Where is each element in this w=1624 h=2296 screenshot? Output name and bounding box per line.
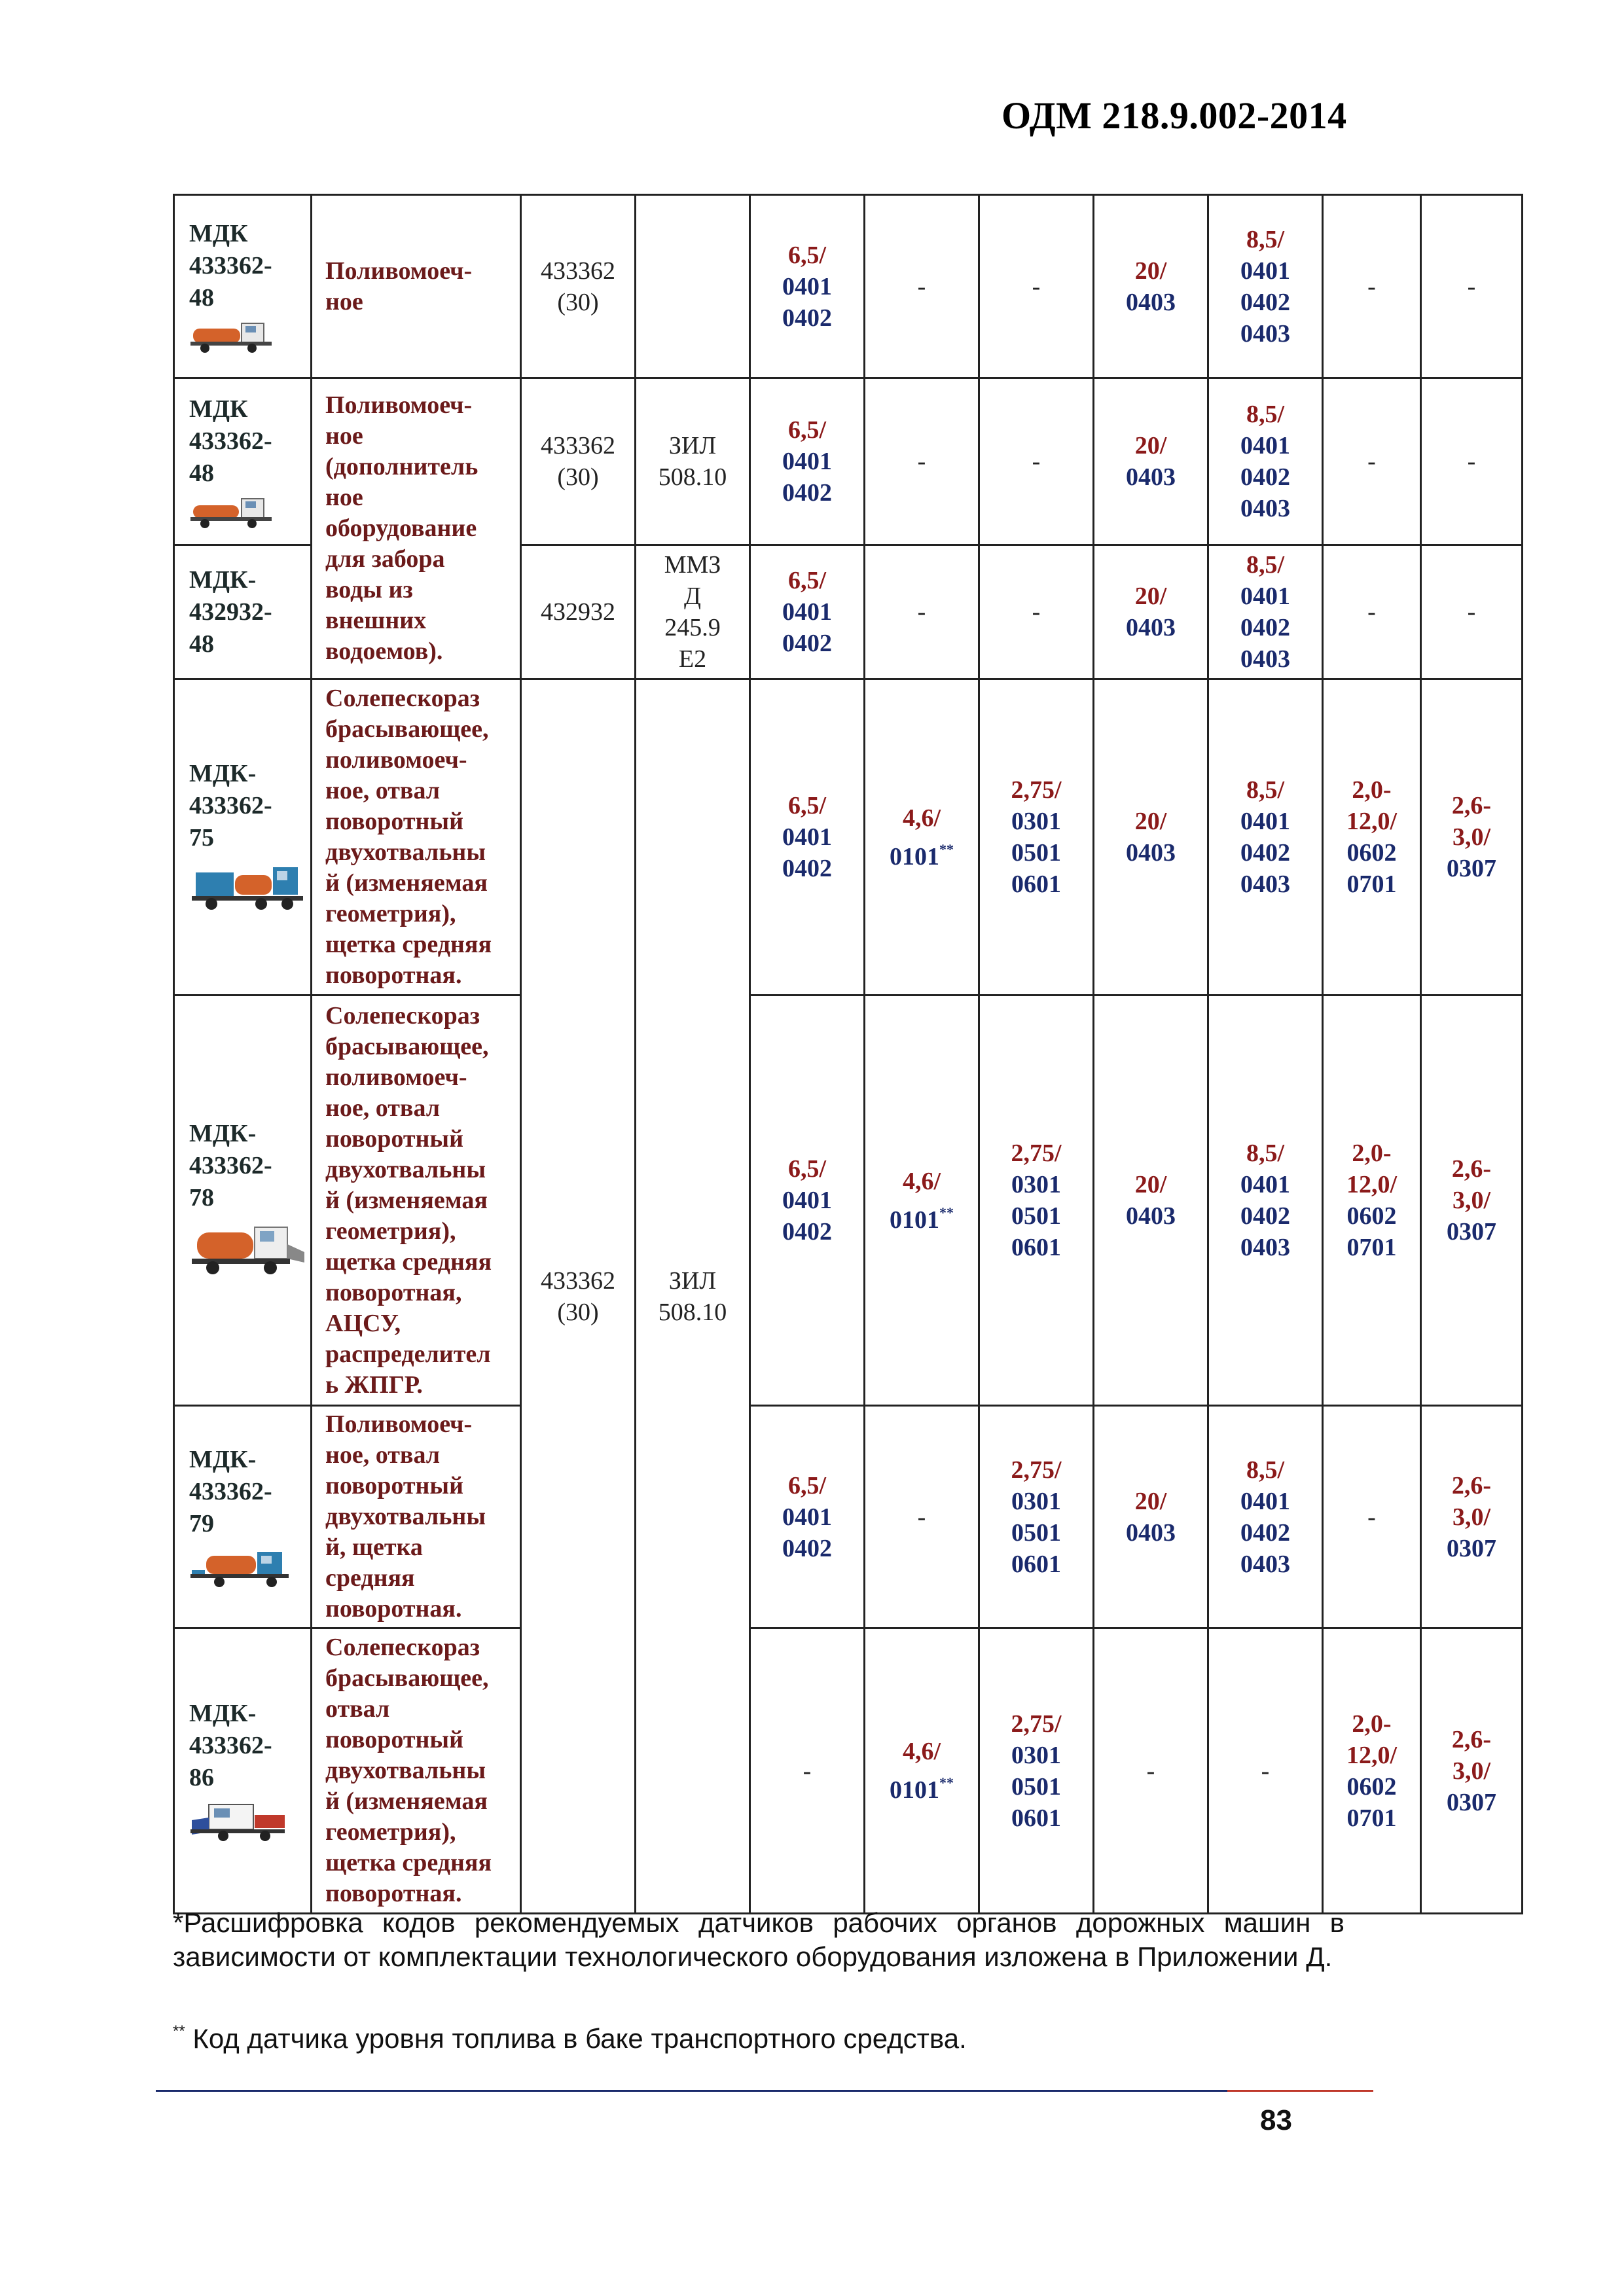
model-name: МДК 433362- 48 [189, 395, 272, 487]
sensor-cell: 20/ 0403 [1094, 195, 1208, 378]
sensor-cell: 6,5/ 0401 0402 [750, 195, 865, 378]
sensor-cell: 20/ 0403 [1094, 545, 1208, 679]
model-name: МДК- 433362- 79 [189, 1446, 272, 1537]
sensor-cell: - [1208, 1628, 1323, 1914]
sensor-cell: 2,0- 12,0/ 0602 0701 [1323, 679, 1421, 996]
sensor-cell: 4,6/ 0101** [865, 996, 979, 1406]
footnote-sensor-codes: *Расшифровка кодов рекомендуемых датчиков рабочих органов дорожных машин в зависимости от комплектации технологического оборудования изложена в Приложении Д. [173, 1907, 1344, 1972]
sensor-cell: 6,5/ 0401 0402 [750, 679, 865, 996]
footer-rule [156, 2090, 1373, 2092]
sensor-cell: - [979, 545, 1094, 679]
sensor-cell: 2,6- 3,0/ 0307 [1421, 1406, 1523, 1628]
model-cell [174, 1628, 312, 1914]
model-cell [174, 679, 312, 996]
chassis-cell: 433362 (30) [521, 679, 636, 1914]
model-cell [174, 378, 312, 545]
sensor-cell: - [1421, 195, 1523, 378]
table-row [174, 195, 1523, 378]
truck-image [189, 1218, 307, 1283]
engine-cell: ММЗ Д 245.9 Е2 [636, 545, 750, 679]
sensor-cell: 6,5/ 0401 0402 [750, 996, 865, 1406]
description-cell: Солепескораз брасывающее, поливомоеч- ное, отвал поворотный двухотвальны й (изменяемая геометрия), щетка средняя поворотная, АЦСУ, распределител ь ЖПГР. [312, 996, 521, 1406]
chassis-cell: 432932 [521, 545, 636, 679]
sensor-cell: 20/ 0403 [1094, 378, 1208, 545]
engine-cell: ЗИЛ 508.10 [636, 679, 750, 1914]
truck-image [189, 493, 274, 530]
sensor-cell: - [865, 545, 979, 679]
sensor-cell: 6,5/ 0401 0402 [750, 378, 865, 545]
table-row [174, 1406, 1523, 1628]
description-cell: Солепескораз брасывающее, отвал поворотный двухотвальны й (изменяемая геометрия), щетка средняя поворотная. [312, 1628, 521, 1914]
engine-cell [636, 195, 750, 378]
sensor-cell: 6,5/ 0401 0402 [750, 545, 865, 679]
footnote-text: Код датчика уровня топлива в баке транспортного средства. [185, 2023, 967, 2054]
truck-image [189, 858, 307, 917]
model-cell [174, 195, 312, 378]
sensor-cell: - [1094, 1628, 1208, 1914]
sensor-cell: - [979, 195, 1094, 378]
sensor-cell: - [1323, 1406, 1421, 1628]
sensor-cell: 2,75/ 0301 0501 0601 [979, 679, 1094, 996]
sensor-cell: - [1323, 195, 1421, 378]
sensor-cell: 4,6/ 0101** [865, 679, 979, 996]
sensor-cell: 8,5/ 0401 0402 0403 [1208, 679, 1323, 996]
sensor-cell: 4,6/ 0101** [865, 1628, 979, 1914]
page-number: 83 [1260, 2104, 1292, 2136]
sensor-cell: 2,0- 12,0/ 0602 0701 [1323, 996, 1421, 1406]
table-row [174, 679, 1523, 996]
table-row [174, 378, 1523, 545]
model-name: МДК- 432932- 48 [189, 565, 272, 658]
table-row [174, 1628, 1523, 1914]
engine-cell: ЗИЛ 508.10 [636, 378, 750, 545]
sensor-cell: 8,5/ 0401 0402 0403 [1208, 996, 1323, 1406]
sensor-cell: - [979, 378, 1094, 545]
sensor-cell: - [1421, 378, 1523, 545]
footnote-fuel-sensor [173, 2015, 1344, 2056]
sensor-cell: 2,6- 3,0/ 0307 [1421, 996, 1523, 1406]
sensor-cell: 8,5/ 0401 0402 0403 [1208, 378, 1323, 545]
model-name: МДК 433362- 48 [189, 220, 272, 312]
model-name: МДК- 433362- 86 [189, 1700, 272, 1791]
description-cell: Поливомоеч- ное [312, 195, 521, 378]
sensor-cell: 20/ 0403 [1094, 1406, 1208, 1628]
document-code: ОДМ 218.9.002-2014 [1001, 94, 1347, 137]
description-cell: Поливомоеч- ное (дополнитель ное оборудование для забора воды из внешних водоемов). [312, 378, 521, 679]
sensor-cell: 2,6- 3,0/ 0307 [1421, 679, 1523, 996]
model-cell [174, 1406, 312, 1628]
description-cell: Поливомоеч- ное, отвал поворотный двухотвальны й, щетка средняя поворотная. [312, 1406, 521, 1628]
chassis-cell: 433362 (30) [521, 378, 636, 545]
sensor-cell: 20/ 0403 [1094, 679, 1208, 996]
sensor-cell: - [865, 1406, 979, 1628]
sensor-table [173, 194, 1523, 1914]
sensor-cell: 2,75/ 0301 0501 0601 [979, 1406, 1094, 1628]
sensor-cell: - [1421, 545, 1523, 679]
model-cell [174, 996, 312, 1406]
truck-image [189, 1798, 287, 1844]
footnote-mark: ** [173, 2022, 185, 2040]
sensor-cell: 2,0- 12,0/ 0602 0701 [1323, 1628, 1421, 1914]
truck-image [189, 318, 274, 355]
sensor-cell: 20/ 0403 [1094, 996, 1208, 1406]
sensor-cell: - [750, 1628, 865, 1914]
sensor-cell: 8,5/ 0401 0402 0403 [1208, 195, 1323, 378]
sensor-cell: 8,5/ 0401 0402 0403 [1208, 1406, 1323, 1628]
sensor-cell: - [865, 378, 979, 545]
sensor-cell: - [865, 195, 979, 378]
sensor-cell: - [1323, 378, 1421, 545]
sensor-cell: 6,5/ 0401 0402 [750, 1406, 865, 1628]
description-cell: Солепескораз брасывающее, поливомоеч- ное, отвал поворотный двухотвальны й (изменяемая геометрия), щетка средняя поворотная. [312, 679, 521, 996]
model-name: МДК- 433362- 75 [189, 759, 272, 852]
sensor-cell: 8,5/ 0401 0402 0403 [1208, 545, 1323, 679]
sensor-cell: - [1323, 545, 1421, 679]
table-row [174, 996, 1523, 1406]
sensor-cell: 2,75/ 0301 0501 0601 [979, 1628, 1094, 1914]
model-name: МДК- 433362- 78 [189, 1119, 272, 1211]
truck-image [189, 1544, 294, 1590]
sensor-cell: 2,6- 3,0/ 0307 [1421, 1628, 1523, 1914]
model-cell [174, 545, 312, 679]
chassis-cell: 433362 (30) [521, 195, 636, 378]
sensor-cell: 2,75/ 0301 0501 0601 [979, 996, 1094, 1406]
